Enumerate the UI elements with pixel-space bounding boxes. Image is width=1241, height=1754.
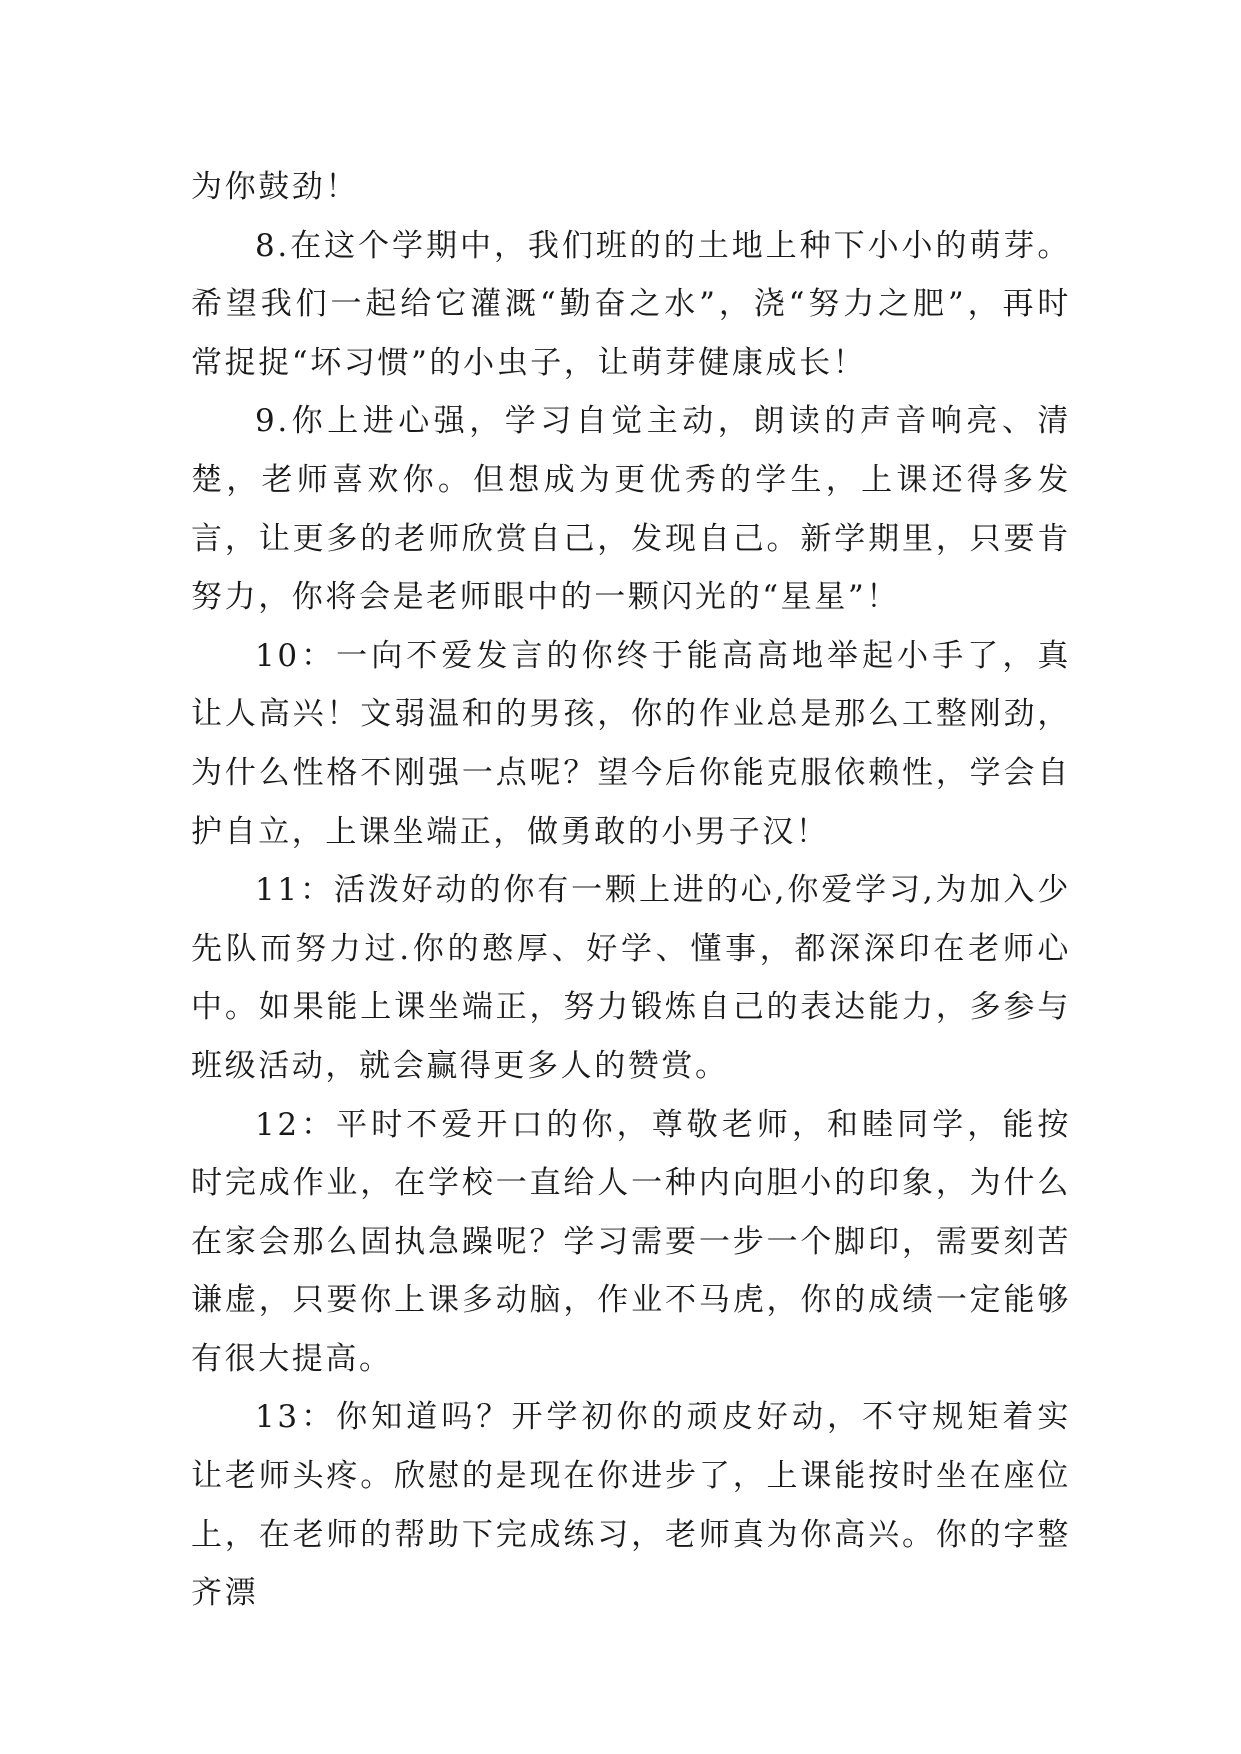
paragraph-12: 12：平时不爱开口的你，尊敬老师，和睦同学，能按时完成作业，在学校一直给人一种内向胆小的印象，为什么在家会那么固执急躁呢？学习需要一步一个脚印，需要刻苦谦虚，只要你上课多动脑，作业不马虎，你的成绩一定能够有很大提高。 [191,1106,1071,1377]
paragraph-9: 9.你上进心强，学习自觉主动，朗读的声音响亮、清楚，老师喜欢你。但想成为更优秀的学生，上课还得多发言，让更多的老师欣赏自己，发现自己。新学期里，只要肯努力，你将会是老师眼中的一颗闪光的“星星”！ [191,403,1071,616]
paragraph-10: 10：一向不爱发言的你终于能高高地举起小手了，真让人高兴！文弱温和的男孩，你的作业总是那么工整刚劲，为什么性格不刚强一点呢？望今后你能克服依赖性，学会自护自立，上课坐端正，做勇敢的小男子汉！ [191,637,1071,850]
paragraph-8: 8.在这个学期中，我们班的的土地上种下小小的萌芽。希望我们一起给它灌溉“勤奋之水”，浇“努力之肥”，再时常捉捉“坏习惯”的小虫子，让萌芽健康成长！ [191,227,1071,381]
document-body [191,158,1071,1623]
paragraph-continued: 为你鼓劲！ [191,169,359,205]
paragraph-11: 11：活泼好动的你有一颗上进的心,你爱学习,为加入少先队而努力过.你的憨厚、好学、懂事，都深深印在老师心中。如果能上课坐端正，努力锻炼自己的表达能力，多参与班级活动，就会赢得更多人的赞赏。 [191,872,1071,1084]
paragraph-13: 13：你知道吗？开学初你的顽皮好动，不守规矩着实让老师头疼。欣慰的是现在你进步了，上课能按时坐在座位上，在老师的帮助下完成练习，老师真为你高兴。你的字整齐漂 [191,1399,1071,1612]
